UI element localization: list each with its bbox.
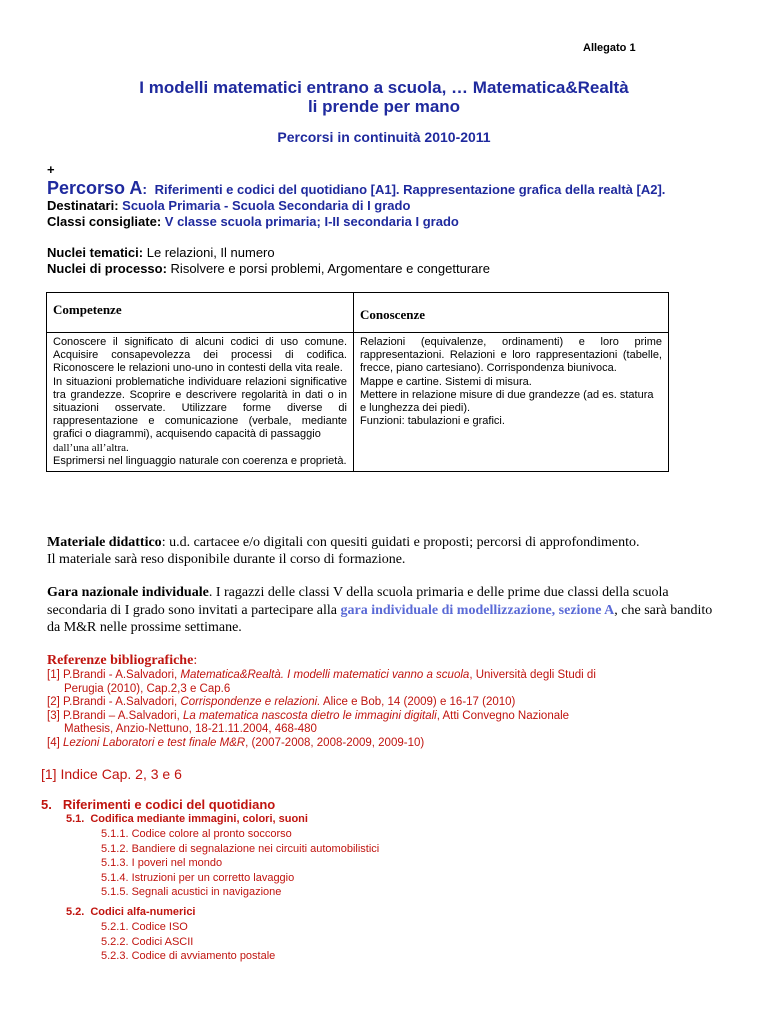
toc-item[interactable]: 5.1.4. Istruzioni per un corretto lavaggio bbox=[101, 871, 295, 884]
reference-item: [2] P.Brandi - A.Salvadori, Corrispondenze e relazioni. Alice e Bob, 14 (2009) e 16-17 (2010) bbox=[47, 696, 516, 709]
toc-item[interactable]: 5.1.1. Codice colore al pronto soccorso bbox=[101, 828, 292, 840]
reference-item: [4] Lezioni Laboratori e test finale M&R, (2007-2008, 2008-2009, 2009-10) bbox=[47, 736, 425, 749]
destinatari-value: Scuola Primaria - Scuola Secondaria di I grado bbox=[122, 198, 411, 213]
toc-item[interactable]: 5.1.3. I poveri nel mondo bbox=[101, 857, 223, 870]
conoscenze-cell: Relazioni (equivalenze, ordinamenti) e loro prime rappresentazioni. Relazioni e loro rappresentazioni (tabelle, frecce, piano cartesiano). Corrispondenza biunivoca. Mappe e cartine. Sistemi di misura. Mettere in relazione misure di due grandezze (ad es. statura e lunghezza dei piedi). Funzioni: tabulazioni e grafici. bbox=[354, 333, 669, 472]
section-5-2-list bbox=[101, 920, 275, 964]
nuclei-tematici-line: Nuclei tematici: Le relazioni, Il numero bbox=[47, 245, 275, 260]
materiale-didattico: Materiale didattico: u.d. cartacee e/o digitali con quesiti guidati e proposti; percorsi di approfondimento. Il materiale sarà reso disponibile durante il corso di formazione. bbox=[47, 535, 640, 567]
competenze-header: Competenze bbox=[47, 293, 354, 333]
referenze-heading: Referenze bibliografiche: bbox=[47, 653, 198, 668]
competenze-cell: Conoscere il significato di alcuni codici di uso comune. Acquisire consapevolezza dei processi di codifica. Riconoscere le relazioni uno-uno in contesti della vita reale. In situazioni problematiche individuare relazioni significative tra grandezze. Scoprire e descrivere regolarità in dati o in situazioni osservate. Utilizzare forme diverse di rappresentazione e comunicazione (verbale, mediante grafici o diagrammi), acquisendo capacità di passaggio dall’una all’altra. Esprimersi nel linguaggio naturale con coerenza e proprietà. bbox=[47, 333, 354, 472]
toc-item[interactable]: 5.1.5. Segnali acustici in navigazione bbox=[101, 886, 282, 899]
attachment-label: Allegato 1 bbox=[583, 42, 636, 54]
competenze-table bbox=[46, 292, 669, 472]
reference-item: [1] P.Brandi - A.Salvadori, Matematica&Realtà. I modelli matematici vanno a scuola, Università degli Studi di bbox=[47, 669, 596, 681]
percorso-heading: Percorso A: Riferimenti e codici del quotidiano [A1]. Rappresentazione grafica della realtà [A2]. bbox=[47, 178, 666, 198]
nuclei-processo-line: Nuclei di processo: Risolvere e porsi problemi, Argomentare e congetturare bbox=[47, 261, 490, 276]
toc-item[interactable]: 5.2.2. Codici ASCII bbox=[101, 935, 194, 948]
indice-link[interactable]: [1] Indice Cap. 2, 3 e 6 bbox=[41, 766, 182, 782]
section-5-2-heading: 5.2. Codici alfa-numerici bbox=[66, 906, 196, 918]
toc-item[interactable]: 5.2.3. Codice di avviamento postale bbox=[101, 950, 276, 963]
plus-marker: + bbox=[47, 162, 55, 177]
toc-item[interactable]: 5.2.1. Codice ISO bbox=[101, 921, 188, 933]
classi-line: Classi consigliate: V classe scuola primaria; I-II secondaria I grado bbox=[47, 214, 459, 229]
conoscenze-header: Conoscenze bbox=[354, 293, 669, 333]
document-title-line2: li prende per mano bbox=[307, 97, 461, 116]
section-5-1-list bbox=[101, 827, 379, 900]
section-5-heading: 5. Riferimenti e codici del quotidiano bbox=[41, 797, 276, 812]
reference-item: [3] P.Brandi – A.Salvadori, La matematica nascosta dietro le immagini digitali, Atti Convegno Nazionale bbox=[47, 709, 570, 722]
document-subtitle: Percorsi in continuità 2010-2011 bbox=[277, 129, 491, 145]
destinatari-line: Destinatari: Scuola Primaria - Scuola Secondaria di I grado bbox=[47, 198, 411, 213]
toc-item[interactable]: 5.1.2. Bandiere di segnalazione nei circuiti automobilistici bbox=[101, 842, 380, 855]
referenze-list: [1] P.Brandi - A.Salvadori, Matematica&Realtà. I modelli matematici vanno a scuola, Università degli Studi di Perugia (2010), Cap.2,3 e Cap.6 [2] P.Brandi - A.Salvadori, Corrispondenze e relazioni. Alice e Bob, 14 (2009) e 16-17 (2010) [3] P.Brandi – A.Salvadori, La matematica nascosta dietro le immagini digitali, Atti Convegno Nazionale Mathesis, Anzio-Nettuno, 18-21.11.2004, 468-480 [4] Lezioni Laboratori e test finale M&R, (2007-2008, 2008-2009, 2009-10) bbox=[47, 669, 747, 751]
classi-value: V classe scuola primaria; I-II secondaria I grado bbox=[164, 214, 459, 229]
document-title: I modelli matematici entrano a scuola, … Matematica&Realtà bbox=[139, 78, 629, 97]
gara-nazionale: Gara nazionale individuale. I ragazzi delle classi V della scuola primaria e delle prime due classi della scuola secondaria di I grado sono invitati a partecipare alla gara individuale di modellizzazione, sezione A, che sarà bandito da M&R nelle prossime settimane. bbox=[47, 585, 713, 635]
percorso-lead: Percorso A bbox=[47, 178, 143, 198]
percorso-text: Riferimenti e codici del quotidiano [A1]. Rappresentazione grafica della realtà [A2]. bbox=[154, 182, 666, 197]
gara-link[interactable]: gara individuale di modellizzazione, sezione A bbox=[340, 602, 615, 618]
section-5-1-heading: 5.1. Codifica mediante immagini, colori, suoni bbox=[66, 813, 308, 825]
